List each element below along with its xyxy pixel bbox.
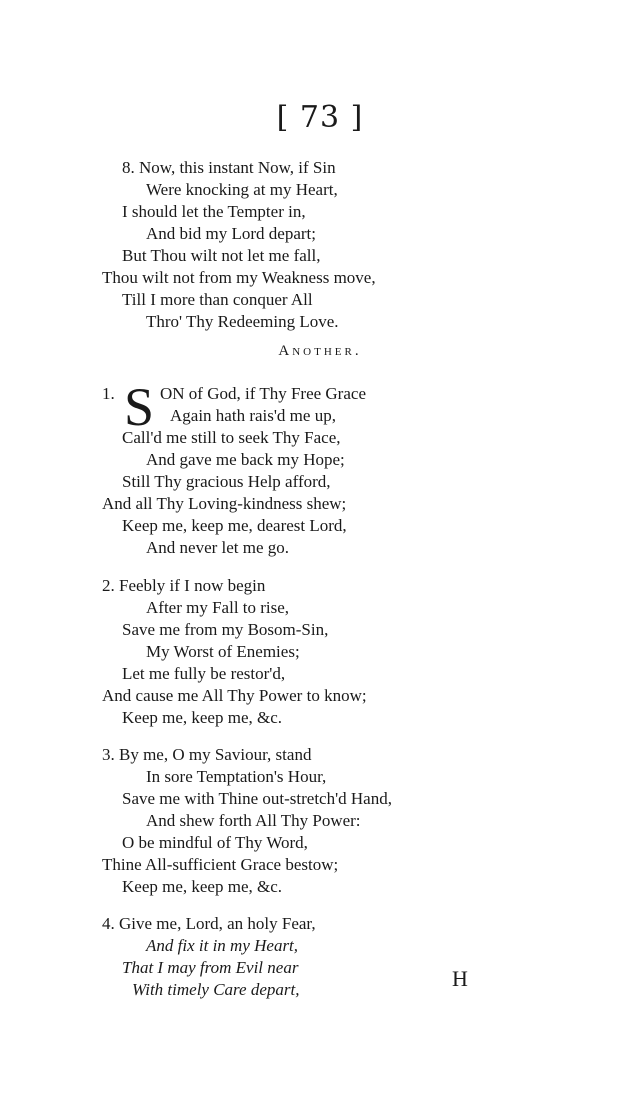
stanza-line: And shew forth All Thy Power: [146,811,361,830]
stanza-number: 3. [102,745,115,764]
stanza-line: Thine All-sufficient Grace bestow; [102,855,339,874]
stanza-line: Still Thy gracious Help afford, [122,472,331,491]
stanza-line: And cause me All Thy Power to know; [102,686,367,705]
stanza-line: Again hath rais'd me up, [170,406,336,425]
stanza-line: With timely Care depart, [132,980,300,999]
stanza-line: And all Thy Loving-kindness shew; [102,494,347,513]
stanza-line: After my Fall to rise, [146,598,290,617]
stanza-line: And bid my Lord depart; [146,224,316,243]
stanza-line: Keep me, keep me, &c. [122,708,283,727]
stanza-line: Save me with Thine out-stretch'd Hand, [122,789,392,808]
stanza-number: 1. [102,384,115,403]
stanza-line: O be mindful of Thy Word, [122,833,308,852]
stanza-line: Keep me, keep me, &c. [122,877,283,896]
hymn-title: Another. [278,343,362,359]
stanza-line: And gave me back my Hope; [146,450,345,469]
stanza-number: 4. [102,914,115,933]
stanza-line: 8. Now, this instant Now, if Sin [122,158,336,177]
stanza-line: My Worst of Enemies; [146,642,300,661]
stanza-number: 8. [122,158,135,177]
drop-cap: S [124,377,155,437]
stanza-number: 2. [102,576,115,595]
stanza-line: ON of God, if Thy Free Grace [160,384,366,403]
stanza-line: Thro' Thy Redeeming Love. [146,312,339,331]
stanza-line: Till I more than conquer All [122,290,313,309]
stanza-line: Let me fully be restor'd, [122,664,286,683]
stanza-line: In sore Temptation's Hour, [146,767,327,786]
stanza-line: Thou wilt not from my Weakness move, [102,268,376,287]
stanza-line: Call'd me still to seek Thy Face, [122,428,341,447]
page-number: [ 73 ] [276,100,364,135]
stanza-line: I should let the Tempter in, [122,202,306,221]
stanza-line: 3. By me, O my Saviour, stand [102,745,312,764]
stanza-line: Were knocking at my Heart, [146,180,338,199]
stanza-line: And never let me go. [146,538,290,557]
stanza-line: Save me from my Bosom-Sin, [122,620,329,639]
stanza-line: 2. Feebly if I now begin [102,576,266,595]
stanza-line: 4. Give me, Lord, an holy Fear, [102,914,316,933]
stanza-line: That I may from Evil near [122,958,299,977]
stanza-line: And fix it in my Heart, [146,936,299,955]
catchword: H [452,966,468,991]
stanza-line: But Thou wilt not let me fall, [122,246,321,265]
stanza-line: Keep me, keep me, dearest Lord, [122,516,347,535]
